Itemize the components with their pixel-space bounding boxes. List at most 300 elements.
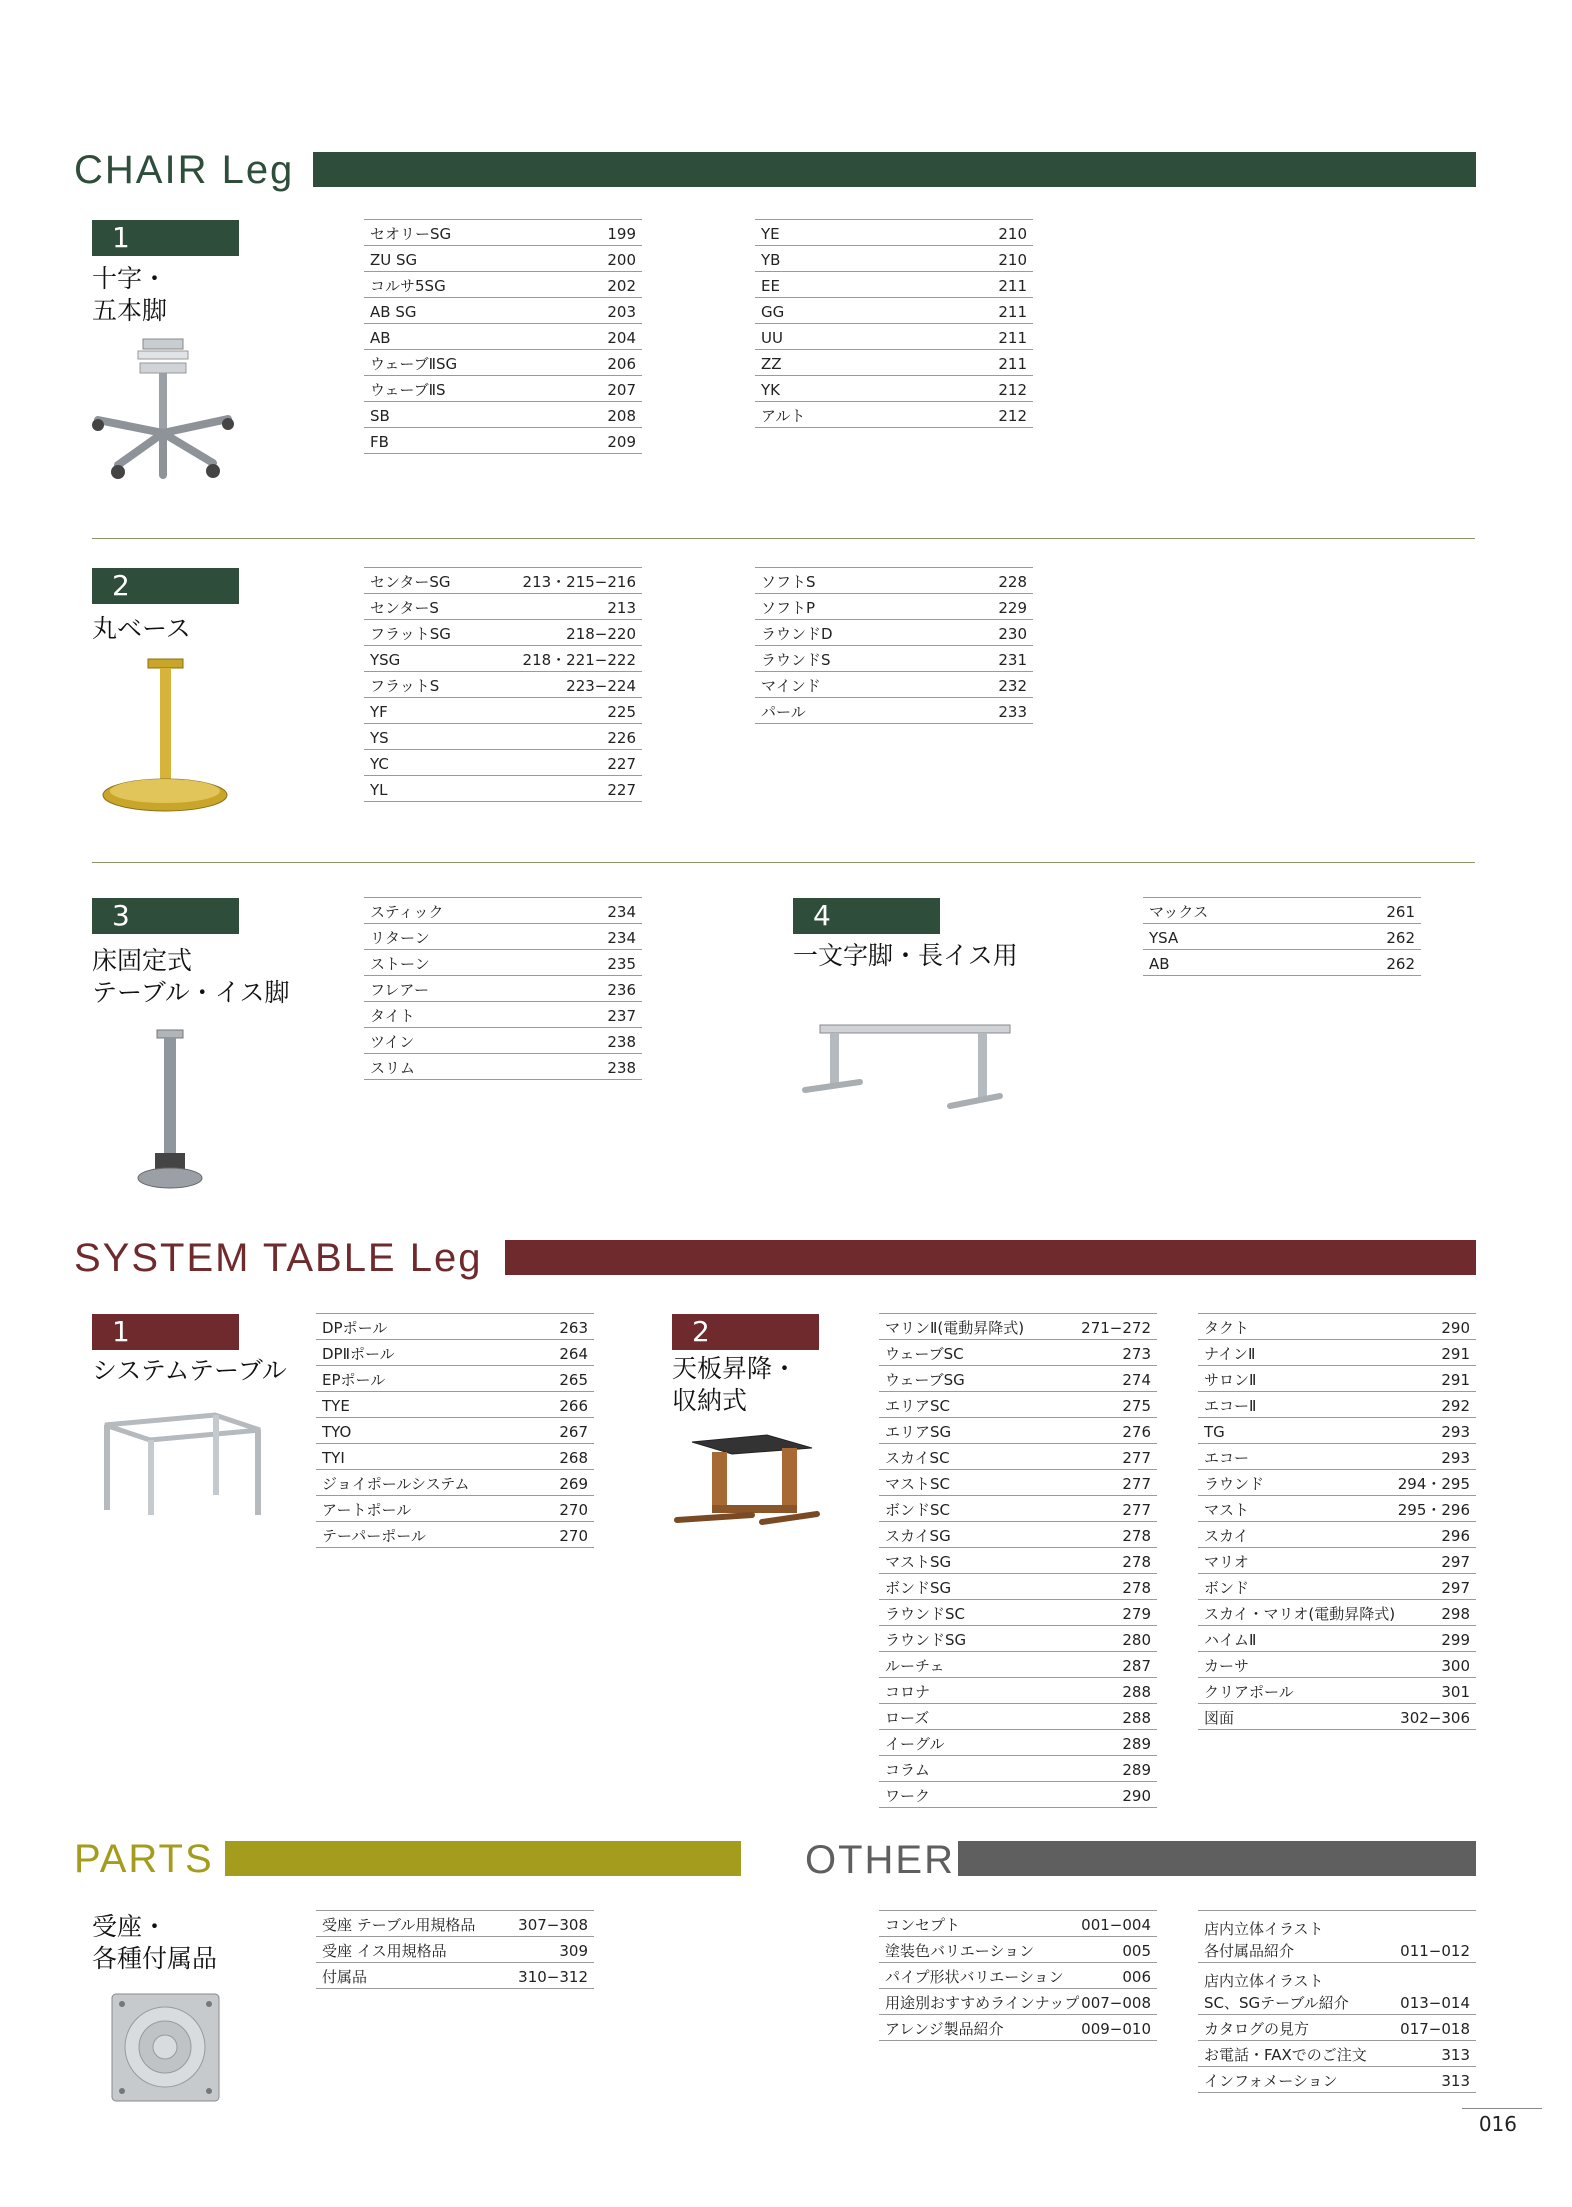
parts-label bbox=[92, 1911, 217, 1975]
index-row bbox=[364, 750, 642, 776]
index-item-name-line: SC、SGテーブル紹介 bbox=[1204, 1994, 1349, 2012]
index-page-ref: 300 bbox=[1441, 1657, 1470, 1675]
chair-group-3-label bbox=[92, 945, 290, 1009]
index-item-name: スティック bbox=[370, 903, 444, 921]
index-item-name: 図面 bbox=[1204, 1709, 1235, 1727]
index-page-ref: 295・296 bbox=[1397, 1501, 1470, 1519]
index-item-name: アレンジ製品紹介 bbox=[885, 2020, 1004, 2038]
index-page-ref: 278 bbox=[1122, 1527, 1151, 1545]
seat-plate-image bbox=[108, 1990, 223, 2105]
index-page-ref: 223−224 bbox=[566, 677, 636, 695]
index-row bbox=[1143, 898, 1421, 924]
index-page-ref: 297 bbox=[1441, 1579, 1470, 1597]
index-item-name: ラウンドSC bbox=[885, 1605, 965, 1623]
index-item-name: DPⅡポール bbox=[322, 1345, 395, 1363]
index-item-name: DPポール bbox=[322, 1319, 388, 1337]
index-item-name: リターン bbox=[370, 929, 430, 947]
index-row bbox=[364, 1054, 642, 1080]
index-row bbox=[316, 1963, 594, 1989]
index-item-name: マストSC bbox=[885, 1475, 950, 1493]
index-row bbox=[1198, 1574, 1476, 1600]
index-item-name: スカイSC bbox=[885, 1449, 950, 1467]
system-group-2-badge: 2 bbox=[672, 1314, 819, 1350]
system-group-2-label bbox=[672, 1353, 797, 1417]
index-row bbox=[1198, 1548, 1476, 1574]
chair-group-1-col1 bbox=[364, 219, 642, 454]
index-item-name: TG bbox=[1204, 1423, 1225, 1441]
index-page-ref: 293 bbox=[1441, 1423, 1470, 1441]
index-row bbox=[364, 402, 642, 428]
index-page-ref: 210 bbox=[998, 225, 1027, 243]
index-page-ref: 269 bbox=[559, 1475, 588, 1493]
round-base-image bbox=[98, 655, 233, 815]
parts-index bbox=[316, 1910, 594, 1989]
index-page-ref: 227 bbox=[607, 755, 636, 773]
index-item-name: マリンⅡ(電動昇降式) bbox=[885, 1319, 1025, 1337]
index-row bbox=[316, 1937, 594, 1963]
index-item-name: YL bbox=[370, 781, 388, 799]
index-row bbox=[364, 1028, 642, 1054]
chair-group-2-col2 bbox=[755, 567, 1033, 724]
index-row bbox=[755, 672, 1033, 698]
system-group-1-label bbox=[92, 1355, 287, 1387]
label-line: 丸ベース bbox=[92, 614, 191, 643]
index-row bbox=[1198, 1392, 1476, 1418]
index-page-ref: 212 bbox=[998, 407, 1027, 425]
index-page-ref: 206 bbox=[607, 355, 636, 373]
index-page-ref: 263 bbox=[559, 1319, 588, 1337]
index-item-name: スリム bbox=[370, 1059, 416, 1077]
index-row bbox=[364, 594, 642, 620]
index-row bbox=[879, 1937, 1157, 1963]
index-page-ref: 268 bbox=[559, 1449, 588, 1467]
bench-leg-image bbox=[800, 1010, 1020, 1120]
index-row bbox=[879, 1366, 1157, 1392]
index-row bbox=[364, 620, 642, 646]
index-item-name-line: 店内立体イラスト bbox=[1204, 1972, 1324, 1990]
index-page-ref: 001−004 bbox=[1081, 1916, 1151, 1934]
index-row bbox=[364, 976, 642, 1002]
index-row bbox=[879, 1963, 1157, 1989]
index-page-ref: 231 bbox=[998, 651, 1027, 669]
index-item-name: YSA bbox=[1149, 929, 1179, 947]
index-item-name: YS bbox=[370, 729, 389, 747]
index-page-ref: 238 bbox=[607, 1059, 636, 1077]
index-item-name: アートポール bbox=[322, 1501, 412, 1519]
index-item-name bbox=[1204, 1918, 1324, 1962]
index-item-name: ラウンドSG bbox=[885, 1631, 967, 1649]
index-page-ref: 235 bbox=[607, 955, 636, 973]
index-item-name: YF bbox=[370, 703, 388, 721]
index-row bbox=[1198, 1678, 1476, 1704]
index-row bbox=[364, 672, 642, 698]
chair-group-2-label bbox=[92, 613, 191, 645]
index-page-ref: 298 bbox=[1441, 1605, 1470, 1623]
index-item-name: ボンド bbox=[1204, 1579, 1250, 1597]
index-page-ref: 270 bbox=[559, 1501, 588, 1519]
index-page-ref: 313 bbox=[1441, 2072, 1470, 2090]
index-item-name: 受座 テーブル用規格品 bbox=[322, 1916, 476, 1934]
index-page-ref: 225 bbox=[607, 703, 636, 721]
index-page-ref: 236 bbox=[607, 981, 636, 999]
index-item-name: SB bbox=[370, 407, 390, 425]
index-item-name: AB bbox=[1149, 955, 1170, 973]
index-item-name: UU bbox=[761, 329, 783, 347]
index-item-name bbox=[1204, 1970, 1349, 2014]
label-line: 十字・ bbox=[92, 264, 168, 293]
index-row bbox=[364, 568, 642, 594]
index-page-ref: 277 bbox=[1122, 1501, 1151, 1519]
page-number-rule bbox=[1462, 2108, 1542, 2109]
index-row bbox=[879, 1548, 1157, 1574]
index-row bbox=[1198, 1704, 1476, 1730]
index-item-name: マストSG bbox=[885, 1553, 952, 1571]
index-row bbox=[755, 594, 1033, 620]
index-item-name: アルト bbox=[761, 407, 806, 425]
index-page-ref: 209 bbox=[607, 433, 636, 451]
chair-group-4-label bbox=[793, 940, 1018, 972]
index-row bbox=[755, 324, 1033, 350]
system-section-bar bbox=[505, 1240, 1476, 1275]
index-page-ref: 211 bbox=[998, 329, 1027, 347]
index-row bbox=[879, 1522, 1157, 1548]
index-row bbox=[755, 272, 1033, 298]
index-page-ref: 227 bbox=[607, 781, 636, 799]
index-item-name: FB bbox=[370, 433, 389, 451]
index-row bbox=[879, 1626, 1157, 1652]
index-row bbox=[879, 1989, 1157, 2015]
index-item-name: AB bbox=[370, 329, 391, 347]
index-item-name: EPポール bbox=[322, 1371, 386, 1389]
index-page-ref: 301 bbox=[1441, 1683, 1470, 1701]
index-item-name: TYI bbox=[322, 1449, 345, 1467]
index-row bbox=[364, 350, 642, 376]
index-item-name: 付属品 bbox=[322, 1968, 368, 1986]
index-row bbox=[1198, 1418, 1476, 1444]
index-row bbox=[1198, 1314, 1476, 1340]
index-page-ref: 238 bbox=[607, 1033, 636, 1051]
index-item-name: イーグル bbox=[885, 1735, 945, 1753]
index-row bbox=[879, 1782, 1157, 1808]
system-section-title: SYSTEM TABLE Leg bbox=[74, 1236, 483, 1280]
index-row bbox=[364, 1002, 642, 1028]
index-row bbox=[879, 1470, 1157, 1496]
index-page-ref: 266 bbox=[559, 1397, 588, 1415]
index-page-ref: 290 bbox=[1122, 1787, 1151, 1805]
index-row bbox=[1198, 1522, 1476, 1548]
index-page-ref: 273 bbox=[1122, 1345, 1151, 1363]
index-page-ref: 009−010 bbox=[1081, 2020, 1151, 2038]
index-item-name: ZZ bbox=[761, 355, 782, 373]
index-row bbox=[1198, 2015, 1476, 2041]
index-page-ref: 204 bbox=[607, 329, 636, 347]
index-item-name: GG bbox=[761, 303, 785, 321]
index-item-name: パイプ形状バリエーション bbox=[885, 1968, 1064, 1986]
index-item-name: タイト bbox=[370, 1007, 415, 1025]
index-page-ref: 275 bbox=[1122, 1397, 1151, 1415]
label-line: 五本脚 bbox=[92, 296, 168, 325]
chair-group-1-badge: 1 bbox=[92, 220, 239, 256]
index-item-name: ボンドSC bbox=[885, 1501, 950, 1519]
index-item-name: マリオ bbox=[1204, 1553, 1249, 1571]
index-item-name: パール bbox=[761, 703, 806, 721]
index-row bbox=[316, 1911, 594, 1937]
index-page-ref: 307−308 bbox=[518, 1916, 588, 1934]
index-row bbox=[316, 1418, 594, 1444]
index-row bbox=[1143, 950, 1421, 976]
index-item-name-line: 店内立体イラスト bbox=[1204, 1920, 1324, 1938]
index-row bbox=[879, 1756, 1157, 1782]
index-page-ref: 280 bbox=[1122, 1631, 1151, 1649]
index-row bbox=[364, 220, 642, 246]
index-page-ref: 213 bbox=[607, 599, 636, 617]
index-row bbox=[879, 1911, 1157, 1937]
label-line: システムテーブル bbox=[92, 1356, 287, 1385]
index-page-ref: 202 bbox=[607, 277, 636, 295]
chair-group-4-col1 bbox=[1143, 897, 1421, 976]
parts-section-bar bbox=[225, 1841, 741, 1876]
index-row bbox=[879, 1418, 1157, 1444]
index-item-name: エコーⅡ bbox=[1204, 1397, 1257, 1415]
index-page-ref: 277 bbox=[1122, 1475, 1151, 1493]
index-item-name: カーサ bbox=[1204, 1657, 1250, 1675]
index-page-ref: 294・295 bbox=[1397, 1475, 1470, 1493]
index-item-name: マスト bbox=[1204, 1501, 1250, 1519]
index-page-ref: 200 bbox=[607, 251, 636, 269]
index-row bbox=[364, 898, 642, 924]
index-row bbox=[364, 724, 642, 750]
index-page-ref: 228 bbox=[998, 573, 1027, 591]
label-line: 床固定式 bbox=[92, 946, 193, 975]
index-row bbox=[755, 350, 1033, 376]
other-index-col2 bbox=[1198, 1910, 1476, 2093]
index-row bbox=[316, 1314, 594, 1340]
index-page-ref: 232 bbox=[998, 677, 1027, 695]
index-row bbox=[1198, 1470, 1476, 1496]
index-page-ref: 208 bbox=[607, 407, 636, 425]
index-row bbox=[364, 298, 642, 324]
index-row bbox=[1198, 2041, 1476, 2067]
chair-group-3-col1 bbox=[364, 897, 642, 1080]
other-index-col1 bbox=[879, 1910, 1157, 2041]
index-row bbox=[879, 1704, 1157, 1730]
index-page-ref: 017−018 bbox=[1400, 2020, 1470, 2038]
index-item-name: テーパーポール bbox=[322, 1527, 426, 1545]
index-item-name: スカイSG bbox=[885, 1527, 951, 1545]
index-item-name: センターS bbox=[370, 599, 439, 617]
system-table-leg-image bbox=[95, 1410, 270, 1520]
index-item-name: YC bbox=[370, 755, 389, 773]
index-page-ref: 288 bbox=[1122, 1683, 1151, 1701]
index-page-ref: 237 bbox=[607, 1007, 636, 1025]
index-row bbox=[879, 1314, 1157, 1340]
other-section-title: OTHER bbox=[805, 1838, 955, 1882]
index-page-ref: 299 bbox=[1441, 1631, 1470, 1649]
index-page-ref: 213・215−216 bbox=[522, 573, 636, 591]
chair-group-1-col2 bbox=[755, 219, 1033, 428]
index-row bbox=[755, 220, 1033, 246]
chair-group-3-badge: 3 bbox=[92, 898, 239, 934]
index-page-ref: 233 bbox=[998, 703, 1027, 721]
index-page-ref: 006 bbox=[1122, 1968, 1151, 1986]
index-page-ref: 262 bbox=[1386, 929, 1415, 947]
index-row bbox=[755, 646, 1033, 672]
index-item-name: フラットS bbox=[370, 677, 440, 695]
index-row bbox=[316, 1366, 594, 1392]
index-row bbox=[1198, 1652, 1476, 1678]
index-page-ref: 289 bbox=[1122, 1761, 1151, 1779]
index-row bbox=[1198, 1496, 1476, 1522]
floor-fixed-leg-image bbox=[135, 1028, 205, 1193]
index-page-ref: 013−014 bbox=[1400, 1994, 1470, 2012]
index-page-ref: 274 bbox=[1122, 1371, 1151, 1389]
index-row bbox=[879, 1496, 1157, 1522]
index-item-name: タクト bbox=[1204, 1319, 1250, 1337]
index-page-ref: 005 bbox=[1122, 1942, 1151, 1960]
index-item-name: ルーチェ bbox=[885, 1657, 945, 1675]
index-page-ref: 218・221−222 bbox=[522, 651, 636, 669]
index-row bbox=[879, 1600, 1157, 1626]
index-item-name: ラウンドD bbox=[761, 625, 833, 643]
index-row bbox=[364, 776, 642, 802]
index-item-name: TYE bbox=[322, 1397, 350, 1415]
chair-section-title: CHAIR Leg bbox=[74, 148, 295, 192]
index-row bbox=[364, 924, 642, 950]
index-item-name: コルサ5SG bbox=[370, 277, 446, 295]
index-page-ref: 277 bbox=[1122, 1449, 1151, 1467]
index-item-name: 用途別おすすめラインナップ bbox=[885, 1994, 1080, 2012]
index-item-name: ラウンド bbox=[1204, 1475, 1265, 1493]
index-page-ref: 212 bbox=[998, 381, 1027, 399]
system-group-1-col1 bbox=[316, 1313, 594, 1548]
index-page-ref: 264 bbox=[559, 1345, 588, 1363]
index-item-name: EE bbox=[761, 277, 780, 295]
chair-group-2-badge: 2 bbox=[92, 568, 239, 604]
index-page-ref: 313 bbox=[1441, 2046, 1470, 2064]
index-item-name: セオリーSG bbox=[370, 225, 452, 243]
other-section-bar bbox=[958, 1841, 1476, 1876]
system-group-2-col1 bbox=[879, 1313, 1157, 1808]
index-row bbox=[316, 1392, 594, 1418]
index-item-name: ストーン bbox=[370, 955, 430, 973]
index-row bbox=[879, 1652, 1157, 1678]
chair-group-4-badge: 4 bbox=[793, 898, 940, 934]
index-item-name: ボンドSG bbox=[885, 1579, 952, 1597]
index-page-ref: 278 bbox=[1122, 1553, 1151, 1571]
index-item-name: YE bbox=[761, 225, 780, 243]
index-page-ref: 276 bbox=[1122, 1423, 1151, 1441]
index-item-name: フラットSG bbox=[370, 625, 451, 643]
section-divider bbox=[92, 862, 1475, 863]
index-page-ref: 287 bbox=[1122, 1657, 1151, 1675]
index-row bbox=[879, 1340, 1157, 1366]
cross-five-leg-base-image bbox=[88, 335, 238, 485]
index-item-name: エリアSG bbox=[885, 1423, 952, 1441]
index-page-ref: 211 bbox=[998, 303, 1027, 321]
label-line: 各種付属品 bbox=[92, 1944, 218, 1973]
index-page-ref: 270 bbox=[559, 1527, 588, 1545]
lift-table-leg-image bbox=[672, 1430, 822, 1530]
index-row bbox=[1198, 1626, 1476, 1652]
index-row bbox=[316, 1340, 594, 1366]
index-page-ref: 289 bbox=[1122, 1735, 1151, 1753]
label-line: テーブル・イス脚 bbox=[92, 978, 290, 1007]
index-item-name: ウェーブⅡSG bbox=[370, 355, 458, 373]
index-item-name: ラウンドS bbox=[761, 651, 831, 669]
system-group-1-badge: 1 bbox=[92, 1314, 239, 1350]
index-item-name: スカイ・マリオ(電動昇降式) bbox=[1204, 1605, 1396, 1623]
index-page-ref: 271−272 bbox=[1081, 1319, 1151, 1337]
index-row bbox=[879, 1392, 1157, 1418]
index-row bbox=[755, 620, 1033, 646]
index-row bbox=[755, 298, 1033, 324]
index-page-ref: 211 bbox=[998, 355, 1027, 373]
index-item-name: サロンⅡ bbox=[1204, 1371, 1257, 1389]
index-row bbox=[879, 2015, 1157, 2041]
index-row bbox=[364, 698, 642, 724]
index-page-ref: 290 bbox=[1441, 1319, 1470, 1337]
index-item-name: 塗装色バリエーション bbox=[885, 1942, 1035, 1960]
index-item-name: ウェーブSG bbox=[885, 1371, 965, 1389]
index-item-name: コラム bbox=[885, 1761, 930, 1779]
index-page-ref: 292 bbox=[1441, 1397, 1470, 1415]
index-item-name: ツイン bbox=[370, 1033, 415, 1051]
index-page-ref: 302−306 bbox=[1400, 1709, 1470, 1727]
index-page-ref: 229 bbox=[998, 599, 1027, 617]
index-page-ref: 291 bbox=[1441, 1345, 1470, 1363]
index-page-ref: 234 bbox=[607, 929, 636, 947]
index-item-name: ソフトP bbox=[761, 599, 816, 617]
index-page-ref: 011−012 bbox=[1400, 1942, 1470, 1960]
index-item-name: YB bbox=[761, 251, 781, 269]
index-item-name: ローズ bbox=[885, 1709, 930, 1727]
index-page-ref: 226 bbox=[607, 729, 636, 747]
index-page-ref: 309 bbox=[559, 1942, 588, 1960]
index-row bbox=[755, 698, 1033, 724]
index-row bbox=[879, 1444, 1157, 1470]
index-page-ref: 262 bbox=[1386, 955, 1415, 973]
index-row bbox=[755, 376, 1033, 402]
index-row bbox=[1198, 1600, 1476, 1626]
index-page-ref: 297 bbox=[1441, 1553, 1470, 1571]
index-row bbox=[879, 1678, 1157, 1704]
index-row bbox=[1198, 1911, 1476, 1963]
section-divider bbox=[92, 538, 1475, 539]
index-page-ref: 291 bbox=[1441, 1371, 1470, 1389]
index-item-name: ウェーブSC bbox=[885, 1345, 964, 1363]
index-row bbox=[364, 272, 642, 298]
index-item-name-line: 各付属品紹介 bbox=[1204, 1942, 1295, 1960]
index-item-name: クリアポール bbox=[1204, 1683, 1294, 1701]
index-row bbox=[879, 1730, 1157, 1756]
index-row bbox=[364, 646, 642, 672]
index-page-ref: 230 bbox=[998, 625, 1027, 643]
label-line: 受座・ bbox=[92, 1912, 168, 1941]
index-page-ref: 207 bbox=[607, 381, 636, 399]
index-item-name: お電話・FAXでのご注文 bbox=[1204, 2046, 1367, 2064]
index-item-name: ソフトS bbox=[761, 573, 816, 591]
index-item-name: カタログの見方 bbox=[1204, 2020, 1310, 2038]
index-page-ref: 218−220 bbox=[566, 625, 636, 643]
index-item-name: エコー bbox=[1204, 1449, 1250, 1467]
index-page-ref: 210 bbox=[998, 251, 1027, 269]
index-item-name: スカイ bbox=[1204, 1527, 1249, 1545]
index-row bbox=[755, 568, 1033, 594]
index-page-ref: 261 bbox=[1386, 903, 1415, 921]
index-item-name: ハイムⅡ bbox=[1204, 1631, 1257, 1649]
index-item-name: TYO bbox=[322, 1423, 352, 1441]
parts-section-title: PARTS bbox=[74, 1837, 214, 1881]
